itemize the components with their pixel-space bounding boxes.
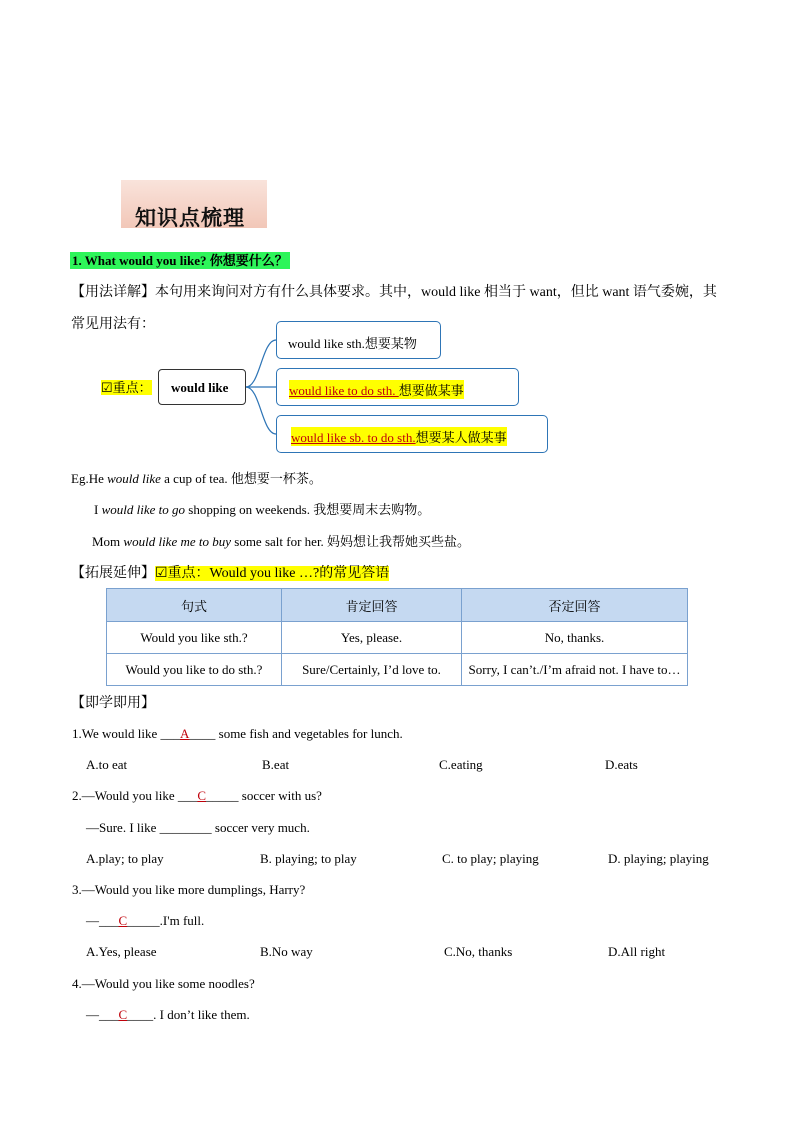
- table-cell: Yes, please.: [282, 622, 462, 654]
- q2-blank-pre: ___: [177, 788, 198, 803]
- q3-blank-post: _____: [127, 913, 160, 928]
- extension-label: 【拓展延伸】: [71, 566, 155, 581]
- q4-blank-pre: ___: [99, 1007, 119, 1022]
- q1-option-a: A.to eat: [86, 757, 128, 772]
- table-header-cell: 否定回答: [462, 589, 688, 622]
- usage-text-2: 常见用法有：: [71, 317, 155, 332]
- table-row: [107, 622, 688, 654]
- q1-blank-post: ____: [189, 726, 216, 741]
- q1-option-d: D.eats: [605, 757, 638, 772]
- practice-label: 【即学即用】: [71, 696, 155, 711]
- question-3-stem: 3.—Would you like more dumplings, Harry?: [72, 882, 306, 897]
- point-title-row: [70, 253, 290, 269]
- table-cell: No, thanks.: [462, 622, 688, 654]
- table-cell: Would you like sth.?: [107, 622, 282, 654]
- table-cell: Would you like to do sth.?: [107, 654, 282, 686]
- question-4-reply: [86, 1007, 250, 1023]
- q1-answer: A: [180, 726, 190, 741]
- example-1: [71, 471, 322, 487]
- q3-option-a: A.Yes, please: [86, 944, 157, 959]
- q2-reply: —Sure. I like ________ soccer very much.: [86, 820, 310, 835]
- example-3-post: some salt for her. 妈妈想让我帮她买些盐。: [231, 534, 471, 549]
- diagram-branch-2-en: would like to do sth.: [289, 383, 399, 398]
- q2-option-d: D. playing; playing: [608, 851, 709, 866]
- q3-reply-pre: —: [86, 913, 99, 928]
- q2-stem-pre: 2.—Would you like: [72, 788, 178, 803]
- q4-reply-pre: —: [86, 1007, 99, 1022]
- example-2-post: shopping on weekends. 我想要周末去购物。: [185, 502, 431, 517]
- q3-reply-post: .I'm full.: [159, 913, 205, 928]
- q4-answer: C: [118, 1007, 128, 1022]
- diagram-branch-2-text: [289, 380, 464, 399]
- example-3-pre: Mom: [92, 534, 124, 549]
- q2-stem-post: soccer with us?: [238, 788, 322, 803]
- table-header-cell: 肯定回答: [282, 589, 462, 622]
- question-1-stem: [72, 726, 403, 742]
- q1-stem-post: some fish and vegetables for lunch.: [215, 726, 403, 741]
- q1-blank-pre: ___: [160, 726, 180, 741]
- q1-stem-pre: 1.We would like: [72, 726, 161, 741]
- diagram-branch-3-en: would like sb. to do sth.: [291, 430, 416, 445]
- diagram-center-node: [158, 369, 246, 405]
- example-1-post: a cup of tea. 他想要一杯茶。: [160, 471, 322, 486]
- diagram-branch-2: [276, 368, 519, 406]
- q2-answer: C: [197, 788, 207, 803]
- section-heading-banner: [121, 180, 267, 228]
- usage-paragraph: [71, 284, 717, 302]
- table-cell: Sorry, I can’t./I’m afraid not. I have to…: [462, 654, 688, 686]
- question-3-reply: [86, 913, 204, 929]
- example-1-em: would like: [107, 471, 161, 486]
- usage-text-1: 本句用来询问对方有什么具体要求。其中，would like 相当于 want，但比 want 语气委婉，其: [155, 285, 717, 300]
- q4-blank-post: ____: [127, 1007, 154, 1022]
- point-title: 1. What would you like? 你想要什么？: [72, 253, 288, 268]
- section-heading: 知识点梳理: [135, 206, 245, 230]
- example-2-pre: I: [94, 502, 102, 517]
- key-point-label-row: [101, 380, 152, 396]
- table-row: [107, 654, 688, 686]
- question-2-stem: [72, 788, 322, 804]
- usage-label: 【用法详解】: [71, 285, 155, 300]
- q2-option-b: B. playing; to play: [260, 851, 357, 866]
- table-cell: Sure/Certainly, I’d love to.: [282, 654, 462, 686]
- answer-table: [106, 588, 688, 686]
- q1-option-c: C.eating: [439, 757, 483, 772]
- q2-blank-post: _____: [206, 788, 239, 803]
- diagram-branch-1-label: would like sth.想要某物: [288, 336, 417, 351]
- diagram-branch-3-text: [291, 427, 507, 446]
- example-2-em: would like to go: [101, 502, 186, 517]
- q1-option-b: B.eat: [262, 757, 290, 772]
- example-2: [94, 502, 430, 518]
- diagram-branch-1: [276, 321, 441, 359]
- table-header-cell: 句式: [107, 589, 282, 622]
- diagram-branch-3-cn: 想要某人做某事: [415, 430, 507, 445]
- q3-option-d: D.All right: [608, 944, 666, 959]
- example-3-em: would like me to buy: [123, 534, 232, 549]
- diagram-branch-3: [276, 415, 548, 453]
- q3-option-b: B.No way: [260, 944, 313, 959]
- q3-option-c: C.No, thanks: [444, 944, 513, 959]
- q4-reply-post: . I don’t like them.: [153, 1007, 250, 1022]
- q2-option-a: A.play; to play: [86, 851, 164, 866]
- diagram-branch-2-cn: 想要做某事: [398, 383, 464, 398]
- key-point-label: ☑重点：: [101, 380, 152, 395]
- q3-blank-pre: ___: [99, 913, 119, 928]
- q3-answer: C: [118, 913, 128, 928]
- usage-paragraph-2: [71, 316, 155, 334]
- extension-text: ☑重点：Would you like …?的常见答语: [155, 566, 390, 581]
- extension-row: [71, 565, 389, 583]
- q2-option-c: C. to play; playing: [442, 851, 539, 866]
- example-3: [92, 534, 470, 550]
- question-4-stem: 4.—Would you like some noodles?: [72, 976, 255, 991]
- diagram-center-label: would like: [171, 380, 229, 395]
- example-1-pre: Eg.He: [71, 471, 108, 486]
- table-header-row: [107, 589, 688, 622]
